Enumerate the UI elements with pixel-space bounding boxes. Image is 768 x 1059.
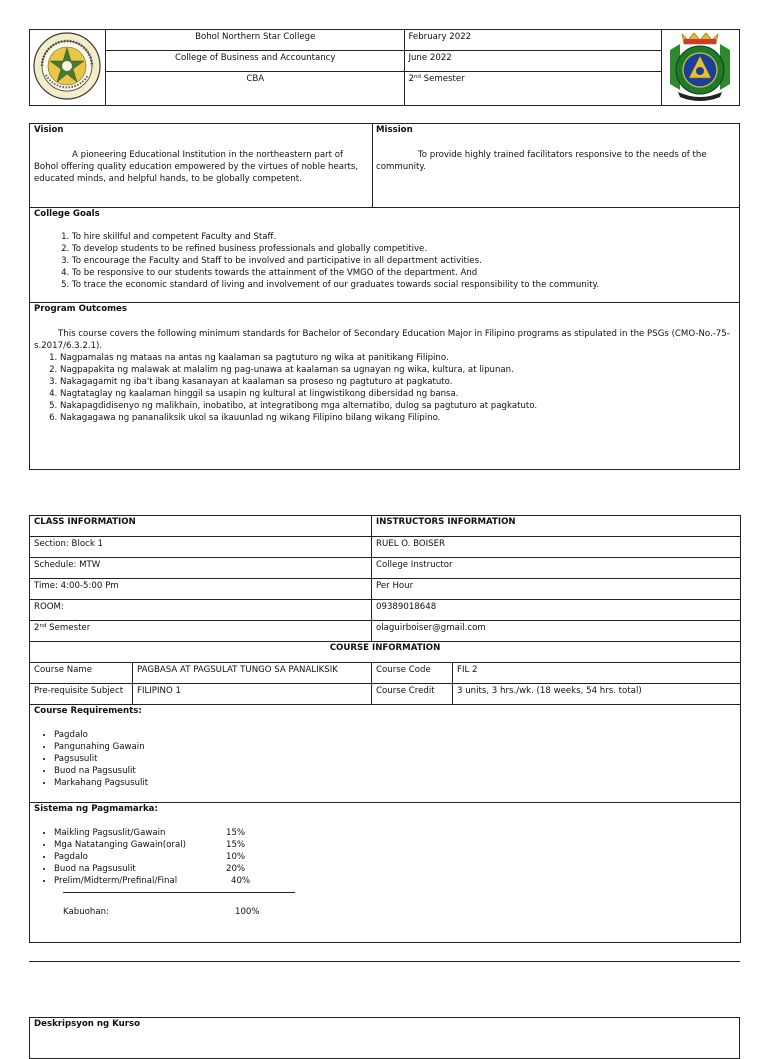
goals-outcomes-divider	[30, 302, 739, 303]
grading-system-cell	[30, 803, 741, 943]
course-name-value: PAGBASA AT PAGSULAT TUNGO SA PANALIKSIK	[133, 663, 372, 684]
goal-item: 4. To be responsive to our students towards the attainment of the VMGO of the department. And	[72, 267, 734, 279]
course-credit-value: 3 units, 3 hrs./wk. (18 weeks, 54 hrs. total)	[453, 684, 741, 705]
outcomes-intro: This course covers the following minimum standards for Bachelor of Secondary Education Major in Filipino programs as stipulated in the PSGs (CMO-No.-75-s.2017/6.3.2.1).	[34, 329, 730, 351]
grading-item: • Mga Natatanging Gawain(oral) 15%	[54, 839, 736, 851]
header-college-name: Bohol Northern Star College	[105, 30, 404, 51]
instructor-status: Per Hour	[372, 579, 741, 600]
page-break-line	[29, 961, 740, 962]
goal-item: 5. To trace the economic standard of living and involvement of our graduates towards social responsibility to the community.	[72, 279, 734, 291]
grading-title: Sistema ng Pagmamarka:	[34, 804, 158, 814]
college-seal-cell	[30, 30, 106, 106]
goal-item: 3. To encourage the Faculty and Staff to be involved and participative in all department activities.	[72, 255, 734, 267]
course-info-heading: COURSE INFORMATION	[30, 642, 741, 663]
goals-title: College Goals	[34, 209, 100, 219]
department-seal-cell	[661, 30, 739, 106]
outcome-item: 2. Nagpapakita ng malawak at malalim ng pag-unawa at kaalaman sa ugnayan ng wika, kultura, at lipunan.	[60, 364, 734, 376]
header-department-code: CBA	[105, 72, 404, 106]
requirement-item: • Pangunahing Gawain	[54, 741, 736, 753]
requirement-item: • Markahang Pagsusulit	[54, 777, 736, 789]
outcomes-section	[34, 304, 734, 424]
goals-list	[34, 231, 734, 291]
instructor-info-heading: INSTRUCTORS INFORMATION	[372, 516, 741, 537]
outcome-item: 6. Nakagagawa ng pananaliksik ukol sa ikauunlad ng wikang Filipino bilang wikang Filipino.	[60, 412, 734, 424]
header-department-name: College of Business and Accountancy	[105, 51, 404, 72]
instructor-name: RUEL O. BOISER	[372, 537, 741, 558]
grading-total: Kabuohan: 100%	[63, 907, 260, 917]
header-date-2: June 2022	[405, 51, 662, 72]
requirement-item: • Pagdalo	[54, 729, 736, 741]
mission-section	[376, 125, 734, 173]
course-description-box	[29, 1017, 740, 1059]
class-semester: 2nd Semester	[30, 621, 372, 642]
grading-item: • Maikling Pagsuslit/Gawain 15%	[54, 827, 736, 839]
class-schedule: Schedule: MTW	[30, 558, 372, 579]
outcomes-title: Program Outcomes	[34, 304, 128, 314]
mission-title: Mission	[376, 125, 413, 135]
grading-list	[34, 827, 736, 887]
header-semester: 2nd Semester	[405, 72, 662, 106]
outcome-item: 5. Nakapagdidisenyo ng malikhain, inobatibo, at integratibong mga alternatibo, dulog sa pagtuturo at pagkatuto.	[60, 400, 734, 412]
instructor-phone: 09389018648	[372, 600, 741, 621]
class-info-heading: CLASS INFORMATION	[30, 516, 372, 537]
header-table	[29, 29, 740, 106]
class-room: ROOM:	[30, 600, 372, 621]
course-requirements-cell	[30, 705, 741, 803]
goal-item: 1. To hire skillful and competent Faculty and Staff.	[72, 231, 734, 243]
outcomes-list	[34, 352, 734, 424]
requirements-list	[34, 729, 736, 789]
prerequisite-label: Pre-requisite Subject	[30, 684, 133, 705]
vmgo-box	[29, 123, 740, 470]
course-code-value: FIL 2	[453, 663, 741, 684]
class-time: Time: 4:00-5:00 Pm	[30, 579, 372, 600]
grading-item: • Prelim/Midterm/Prefinal/Final 40%	[54, 875, 736, 887]
grading-total-rule	[63, 892, 295, 893]
outcome-item: 4. Nagtataglay ng kaalaman hinggil sa usapin ng kultural at lingwistikong dibersidad ng bansa.	[60, 388, 734, 400]
grading-item: • Pagdalo 10%	[54, 851, 736, 863]
course-name-label: Course Name	[30, 663, 133, 684]
requirement-item: • Buod na Pagsusulit	[54, 765, 736, 777]
description-title: Deskripsyon ng Kurso	[34, 1019, 141, 1029]
vision-section	[34, 125, 366, 185]
requirements-title: Course Requirements:	[34, 706, 142, 716]
class-info-table	[29, 515, 741, 943]
vision-text: A pioneering Educational Institution in the northeastern part of Bohol offering quality education empowered by the virtues of noble hearts, educated minds, and helpful hands, to be globally competent.	[34, 150, 359, 184]
requirement-item: • Pagsusulit	[54, 753, 736, 765]
instructor-position: College Instructor	[372, 558, 741, 579]
outcome-item: 1. Nagpamalas ng mataas na antas ng kaalaman sa pagtuturo ng wika at panitikang Filipino.	[60, 352, 734, 364]
goal-item: 2. To develop students to be refined business professionals and globally competitive.	[72, 243, 734, 255]
instructor-email: olaguirboiser@gmail.com	[372, 621, 741, 642]
mission-text: To provide highly trained facilitators responsive to the needs of the community.	[376, 150, 707, 172]
vision-title: Vision	[34, 125, 64, 135]
header-date-1: February 2022	[405, 30, 662, 51]
vision-goals-divider	[30, 207, 739, 208]
goals-section	[34, 209, 734, 291]
vision-mission-divider	[372, 124, 373, 207]
prerequisite-value: FILIPINO 1	[133, 684, 372, 705]
grading-item: • Buod na Pagsusulit 20%	[54, 863, 736, 875]
course-credit-label: Course Credit	[372, 684, 453, 705]
business-department-seal-icon	[664, 30, 736, 102]
northern-star-college-seal-icon	[32, 31, 102, 101]
course-code-label: Course Code	[372, 663, 453, 684]
class-section: Section: Block 1	[30, 537, 372, 558]
outcome-item: 3. Nakagagamit ng iba't ibang kasanayan at kaalaman sa proseso ng pagtuturo at pagkatuto.	[60, 376, 734, 388]
